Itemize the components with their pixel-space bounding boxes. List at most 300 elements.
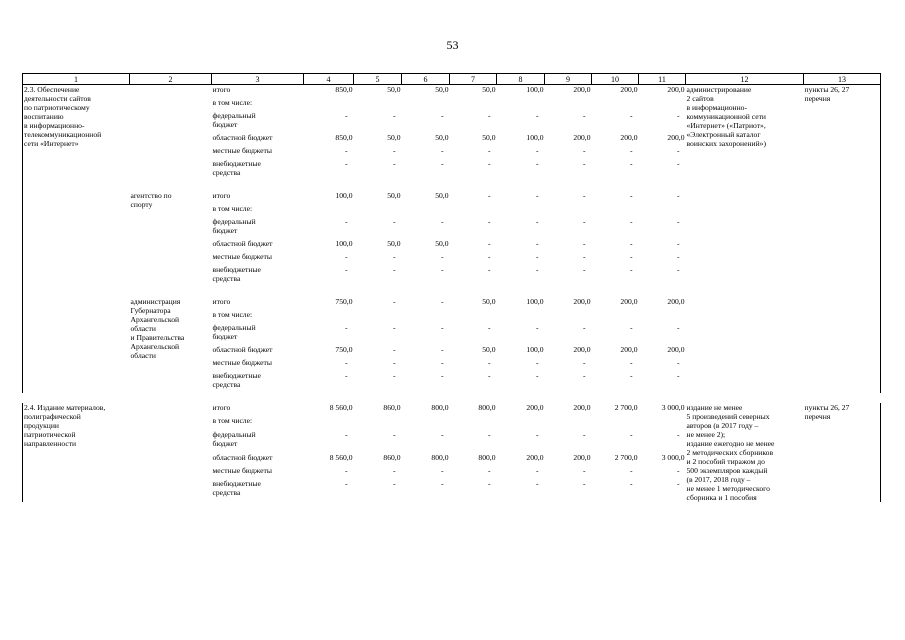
value-cell [450,252,497,265]
value-cell-text: - [582,146,586,155]
links-cell-text: пункты 26, 27 перечня [804,85,850,103]
value-cell [639,204,686,217]
value-cell [402,466,450,479]
value-cell-text: 850,0 [335,133,353,142]
funding-source-cell [212,204,304,217]
value-cell-text: - [392,111,396,120]
value-cell [545,310,592,323]
value-cell [354,133,402,146]
value-cell [592,323,639,345]
value-cell [592,133,639,146]
spacer-cell [450,181,497,191]
funding-source-cell-text: итого [212,191,231,200]
funding-source-cell [212,191,304,204]
value-cell [592,403,639,416]
header-cell: 1 [23,74,130,85]
value-cell [545,252,592,265]
value-cell [354,159,402,181]
funding-source-cell [212,146,304,159]
value-cell [497,416,545,429]
value-cell [354,323,402,345]
value-cell [497,217,545,239]
value-cell [304,466,354,479]
value-cell [592,453,639,466]
value-cell-text: - [487,159,491,168]
value-cell [402,146,450,159]
value-cell [592,358,639,371]
value-cell [304,358,354,371]
value-cell-text: - [629,371,633,380]
value-cell [354,191,402,204]
value-cell-text: - [629,191,633,200]
value-cell [304,345,354,358]
value-cell [402,323,450,345]
value-cell [497,98,545,111]
value-cell [450,453,497,466]
value-cell [304,265,354,287]
value-cell [304,217,354,239]
value-cell [354,466,402,479]
value-cell [304,159,354,181]
value-cell [592,466,639,479]
value-cell [497,133,545,146]
header-cell: 7 [450,74,497,85]
value-cell [354,85,402,99]
funding-source-cell-text: итого [212,85,231,94]
value-cell-text: 200,0 [573,452,591,462]
value-cell-text: - [535,358,539,367]
value-cell-text: - [535,465,539,475]
spacer-cell [402,287,450,297]
value-cell [402,133,450,146]
value-cell-text: - [629,146,633,155]
value-cell [639,98,686,111]
value-cell [639,239,686,252]
value-cell [354,345,402,358]
links-cell [804,403,881,502]
value-cell-text: 100,0 [526,85,544,94]
value-cell [545,217,592,239]
value-cell-text: - [487,191,491,200]
value-cell [304,371,354,393]
value-cell-text: - [676,323,680,332]
value-cell [497,479,545,502]
value-cell-text: - [582,191,586,200]
value-cell [639,430,686,453]
executor-cell [130,191,212,287]
value-cell [450,239,497,252]
value-cell-text: - [440,146,444,155]
value-cell-text: - [392,146,396,155]
value-cell-text: 2 700,0 [614,452,638,462]
value-cell-text: - [535,265,539,274]
value-cell-text: - [582,429,586,439]
value-cell [497,159,545,181]
value-cell [545,239,592,252]
value-cell-text: - [582,217,586,226]
header-cell: 12 [686,74,804,85]
value-cell-text: 8 560,0 [329,403,353,412]
result-cell-text: администрирование 2 сайтов в информационно- коммуникационной сети «Интернет» («Патриот», «Электронный каталог воинских захоронений») [686,85,766,148]
value-cell [304,133,354,146]
value-cell-text: - [629,465,633,475]
value-cell [450,430,497,453]
value-cell-text: - [344,217,348,226]
value-cell [450,133,497,146]
value-cell-text: 860,0 [383,403,401,412]
value-cell [450,371,497,393]
value-cell-text: - [676,358,680,367]
value-cell [402,239,450,252]
value-cell [545,345,592,358]
value-cell [497,358,545,371]
value-cell-text: - [629,358,633,367]
value-cell-text: - [629,265,633,274]
value-cell [592,265,639,287]
header-cell: 13 [804,74,881,85]
funding-source-cell [212,239,304,252]
value-cell-text: - [676,429,680,439]
value-cell [402,430,450,453]
value-cell-text: 100,0 [526,297,544,306]
value-cell-text: - [344,429,348,439]
value-cell [354,430,402,453]
value-cell [450,479,497,502]
value-cell-text: - [440,371,444,380]
value-cell [545,358,592,371]
value-cell [304,146,354,159]
item-name-cell [23,403,130,502]
value-cell-text: - [344,323,348,332]
value-cell-text: 100,0 [335,239,353,248]
executor-cell-text: агентство по спорту [130,191,172,209]
links-cell [804,85,881,394]
value-cell-text: 50,0 [482,133,496,142]
value-cell-text: - [535,252,539,261]
spacer-cell [592,181,639,191]
value-cell [304,297,354,310]
value-cell-text: - [440,265,444,274]
header-cell: 6 [402,74,450,85]
value-cell-text: 50,0 [435,239,449,248]
value-cell [639,252,686,265]
funding-source-cell [212,466,304,479]
value-cell [639,466,686,479]
value-cell [639,297,686,310]
value-cell-text: 200,0 [573,345,591,354]
value-cell [304,479,354,502]
value-cell-text: - [392,479,396,489]
value-cell [402,252,450,265]
value-cell [304,111,354,133]
funding-source-cell-text: местные бюджеты [212,358,272,367]
value-cell [450,159,497,181]
value-cell-text: - [392,323,396,332]
value-cell-text: 860,0 [383,452,401,462]
value-cell-text: - [535,323,539,332]
funding-source-cell [212,111,304,133]
spacer-cell [497,393,545,403]
value-cell-text: 200,0 [573,85,591,94]
value-cell-text: 750,0 [335,297,353,306]
item-name-cell [23,85,130,394]
value-cell-text: 50,0 [435,133,449,142]
value-cell [304,191,354,204]
value-cell-text: - [440,323,444,332]
value-cell [545,453,592,466]
value-cell-text: - [344,358,348,367]
spacer-cell [497,181,545,191]
funding-source-cell-text: местные бюджеты [212,252,272,261]
value-cell-text: - [487,265,491,274]
value-cell-text: - [440,159,444,168]
value-cell-text: 750,0 [335,345,353,354]
spacer-cell [23,393,130,403]
value-cell-text: - [487,465,491,475]
value-cell-text: - [487,217,491,226]
value-cell-text: 3 000,0 [661,452,685,462]
value-cell [354,453,402,466]
value-cell-text: - [392,358,396,367]
value-cell [354,403,402,416]
value-cell-text: - [629,323,633,332]
value-cell [402,453,450,466]
value-cell-text: 50,0 [435,191,449,200]
value-cell-text: - [676,265,680,274]
value-cell-text: - [535,146,539,155]
funding-source-cell [212,217,304,239]
value-cell [354,252,402,265]
value-cell-text: 200,0 [620,345,638,354]
value-cell-text: 850,0 [335,85,353,94]
value-cell [545,98,592,111]
value-cell [450,297,497,310]
value-cell [639,416,686,429]
value-cell [497,204,545,217]
value-cell [592,85,639,99]
value-cell [592,252,639,265]
program-table [22,73,881,502]
value-cell-text: 200,0 [526,403,544,412]
value-cell-text: 200,0 [667,345,685,354]
funding-source-cell-text: областной бюджет [212,239,273,248]
table-header [23,74,881,85]
value-cell [450,403,497,416]
value-cell [450,85,497,99]
spacer-cell [402,181,450,191]
value-cell-text: 800,0 [478,452,496,462]
spacer-cell [304,393,354,403]
funding-source-cell-text: в том числе: [212,310,253,319]
value-cell [497,430,545,453]
funding-source-cell-text: итого [212,297,231,306]
value-cell [354,358,402,371]
spacer-cell [592,393,639,403]
spacer-cell [545,181,592,191]
value-cell [592,204,639,217]
funding-source-cell-text: областной бюджет [212,452,273,462]
funding-source-cell [212,358,304,371]
executor-cell [130,85,212,182]
value-cell [639,133,686,146]
value-cell [450,466,497,479]
value-cell-text: - [676,371,680,380]
value-cell-text: - [487,323,491,332]
value-cell [304,98,354,111]
value-cell [450,217,497,239]
value-cell-text: - [535,479,539,489]
value-cell [354,146,402,159]
funding-source-cell-text: внебюджетные средства [212,479,261,498]
value-cell-text: 200,0 [620,133,638,142]
value-cell [402,98,450,111]
result-cell [686,403,804,502]
table-row [23,85,881,99]
value-cell-text: - [582,465,586,475]
value-cell-text: 50,0 [482,85,496,94]
funding-source-cell [212,159,304,181]
value-cell-text: - [440,429,444,439]
value-cell-text: 50,0 [435,85,449,94]
value-cell [497,191,545,204]
header-cell: 3 [212,74,304,85]
funding-source-cell [212,345,304,358]
value-cell-text: - [676,252,680,261]
value-cell [402,204,450,217]
funding-source-cell [212,453,304,466]
value-cell-text: - [629,239,633,248]
spacer-cell [450,393,497,403]
value-cell-text: 200,0 [667,85,685,94]
funding-source-cell-text: федеральный бюджет [212,323,256,341]
value-cell [354,265,402,287]
value-cell-text: - [487,111,491,120]
value-cell-text: - [440,479,444,489]
value-cell-text: 200,0 [573,403,591,412]
value-cell-text: - [344,252,348,261]
spacer-cell [354,393,402,403]
value-cell [592,146,639,159]
value-cell [450,111,497,133]
value-cell-text: - [440,297,444,306]
value-cell-text: - [440,465,444,475]
value-cell-text: - [392,371,396,380]
funding-source-cell-text: в том числе: [212,204,253,213]
value-cell-text: 200,0 [573,133,591,142]
value-cell-text: - [392,429,396,439]
value-cell [402,416,450,429]
funding-source-cell [212,310,304,323]
value-cell-text: 200,0 [620,297,638,306]
value-cell [545,204,592,217]
spacer-cell [592,287,639,297]
funding-source-cell-text: федеральный бюджет [212,111,256,129]
value-cell [592,345,639,358]
value-cell [450,265,497,287]
value-cell-text: - [487,429,491,439]
value-cell [304,252,354,265]
spacer-cell [639,287,686,297]
value-cell [402,358,450,371]
header-cell: 5 [354,74,402,85]
value-cell [450,191,497,204]
value-cell-text: - [344,371,348,380]
value-cell-text: - [629,217,633,226]
funding-source-cell [212,371,304,393]
header-cell: 11 [639,74,686,85]
value-cell [402,310,450,323]
item-name-cell-text: 2.3. Обеспечение деятельности сайтов по патриотическому воспитанию в информационно- телекоммуникационной сети «Интернет» [24,85,102,148]
value-cell-text: 200,0 [526,452,544,462]
value-cell [402,159,450,181]
spacer-row [23,393,881,403]
value-cell-text: - [440,217,444,226]
value-cell [304,310,354,323]
value-cell [497,345,545,358]
value-cell-text: 50,0 [387,133,401,142]
value-cell [545,403,592,416]
value-cell-text: - [629,252,633,261]
value-cell-text: - [487,479,491,489]
executor-cell [130,297,212,393]
funding-source-cell-text: федеральный бюджет [212,217,256,235]
value-cell [497,146,545,159]
value-cell-text: 800,0 [478,403,496,412]
value-cell-text: - [392,252,396,261]
value-cell-text: - [535,429,539,439]
spacer-cell [212,393,304,403]
funding-source-cell [212,479,304,502]
value-cell [497,85,545,99]
value-cell-text: 800,0 [431,452,449,462]
value-cell-text: 100,0 [526,133,544,142]
funding-source-cell-text: в том числе: [212,416,253,426]
value-cell [497,239,545,252]
value-cell-text: - [535,239,539,248]
spacer-cell [402,393,450,403]
value-cell-text: - [582,252,586,261]
funding-source-cell-text: федеральный бюджет [212,429,256,448]
value-cell-text: 3 000,0 [661,403,685,412]
value-cell [545,416,592,429]
value-cell [545,146,592,159]
value-cell-text: 200,0 [620,85,638,94]
value-cell [592,239,639,252]
value-cell [545,133,592,146]
value-cell-text: - [535,191,539,200]
spacer-cell [130,393,212,403]
value-cell [592,371,639,393]
value-cell-text: - [440,252,444,261]
spacer-cell [639,181,686,191]
value-cell-text: - [582,479,586,489]
value-cell [545,85,592,99]
funding-source-cell-text: итого [212,403,231,412]
value-cell [639,191,686,204]
value-cell-text: - [487,239,491,248]
value-cell [639,217,686,239]
value-cell-text: - [676,479,680,489]
value-cell-text: 50,0 [482,297,496,306]
value-cell [639,371,686,393]
value-cell-text: - [344,479,348,489]
funding-source-cell [212,252,304,265]
value-cell [497,466,545,479]
value-cell-text: - [392,159,396,168]
value-cell-text: - [676,191,680,200]
value-cell [545,430,592,453]
value-cell-text: - [629,111,633,120]
